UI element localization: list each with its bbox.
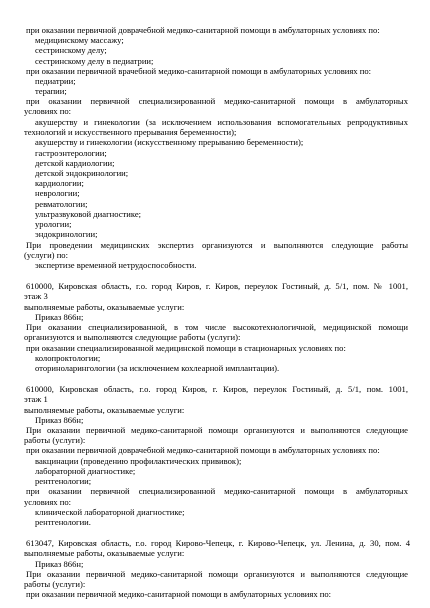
text-line: выполняемые работы, оказываемые услуги: [24, 405, 185, 415]
text-line: педиатрии; [35, 76, 76, 86]
text-line: Приказ 866н; [35, 559, 84, 569]
text-line: Приказ 866н; [35, 415, 84, 425]
text-line: кардиологии; [35, 178, 84, 188]
text-line: условиях по: [24, 106, 72, 116]
text-line: выполняемые работы, оказываемые услуги: [24, 302, 185, 312]
text-line: эндокринологии; [35, 229, 98, 239]
text-line: вакцинации (проведению профилактических прививок); [35, 456, 242, 466]
text-line: колопроктологии; [35, 353, 101, 363]
text-line: ревматологии; [35, 199, 88, 209]
text-line: при оказании первичной медико-санитарной помощи в амбулаторных условиях по: [26, 589, 332, 599]
text-line: (услуги) по: [24, 250, 68, 260]
text-line: условиях по: [24, 497, 72, 507]
text-line: организуются и выполняются следующие работы (услуги): [24, 332, 241, 342]
text-line: терапии; [35, 86, 67, 96]
text-line: лабораторной диагностике; [35, 466, 136, 476]
text-line: акушерству и гинекологии (искусственному прерыванию беременности); [35, 137, 304, 147]
text-line: 610000, Кировская область, г.о. город Киров, г. Киров, переулок Гостиный, д. 5/1, пом. 1001, [26, 384, 408, 394]
text-line: технологий и искусственного прерывания беременности); [24, 127, 237, 137]
text-line: 613047, Кировская область, г.о. город Кирово-Чепецк, г. Кирово-Чепецк, ул. Ленина, д. 30, пом. 4 [26, 538, 410, 548]
text-line: неврологии; [35, 188, 80, 198]
text-line: детской эндокринологии; [35, 168, 129, 178]
text-line: при оказании специализированной медицинской помощи в стационарных условиях по: [26, 343, 346, 353]
text-line: при оказании первичной врачебной медико-санитарной помощи в амбулаторных условиях по: [26, 66, 372, 76]
text-line: детской кардиологии; [35, 158, 115, 168]
text-line: При оказании первичной медико-санитарной помощи организуются и выполняются следующие [26, 425, 408, 435]
text-line: этаж 1 [24, 394, 48, 404]
text-line: при оказании первичной доврачебной медико-санитарной помощи в амбулаторных условиях по: [26, 25, 380, 35]
text-line: работы (услуги): [24, 579, 86, 589]
text-line: урологии; [35, 219, 72, 229]
text-line: При оказании специализированной, в том числе высокотехнологичной, медицинской помощи [26, 322, 408, 332]
text-line: при оказании первичной специализированной медико-санитарной помощи в амбулаторных [26, 486, 408, 496]
text-line: оториноларингологии (за исключением кохлеарной имплантации). [35, 363, 280, 373]
text-line: При проведении медицинских экспертиз организуются и выполняются следующие работы [26, 240, 408, 250]
text-line: гастроэнтерологии; [35, 148, 107, 158]
text-line: сестринскому делу; [35, 45, 107, 55]
text-line: при оказании первичной специализированной медико-санитарной помощи в амбулаторных [26, 96, 408, 106]
text-line: рентгенологии; [35, 476, 92, 486]
text-line: 610000, Кировская область, г.о. город Киров, г. Киров, переулок Гостиный, д. 5/1, пом. № 1001, [26, 281, 408, 291]
text-line: работы (услуги): [24, 435, 86, 445]
text-line: При оказании первичной медико-санитарной помощи организуются и выполняются следующие [26, 569, 408, 579]
text-line: ультразвуковой диагностике; [35, 209, 142, 219]
text-line: экспертизе временной нетрудоспособности. [35, 260, 197, 270]
text-line: медицинскому массажу; [35, 35, 124, 45]
text-line: при оказании первичной доврачебной медико-санитарной помощи в амбулаторных условиях по: [26, 445, 380, 455]
text-line: этаж 3 [24, 291, 48, 301]
text-line: Приказ 866н; [35, 312, 84, 322]
text-line: клинической лабораторной диагностике; [35, 507, 185, 517]
text-line: акушерству и гинекологии (за исключением использования вспомогательных репродуктивных [35, 117, 408, 127]
text-line: сестринскому делу в педиатрии; [35, 56, 154, 66]
text-line: выполняемые работы, оказываемые услуги: [24, 548, 185, 558]
text-line: рентгенологии. [35, 517, 91, 527]
